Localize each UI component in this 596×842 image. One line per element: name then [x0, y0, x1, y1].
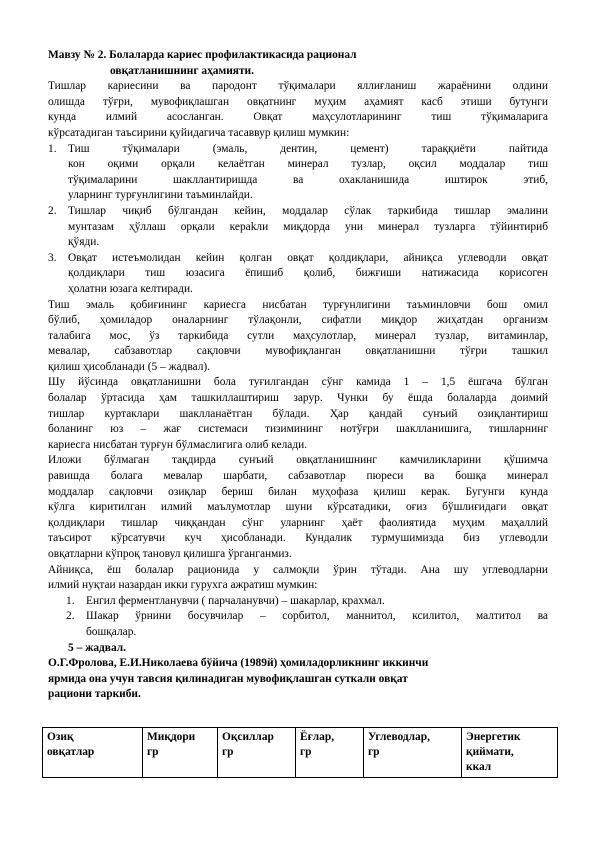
effects-list: 1. Тиш тўқималари (эмаль, дентин, цемент) тараққиёти пайтида кон оқими орқали келаётган минерал тузлар, оқсил моддалар тиш тўқималарини шакллантиришда ва охакланишида иштирок этиб, уларнинг турғунлигини таъминлайди. 2. Тишлар чиқиб бўлгандан кейин, моддалар сўлак таркибида тишлар эмалини мунтазам ҳўллаш орқали кераkли миқдорда уни минерал тузларга тўйинтириб қўяди. 3. Овқат истеъмолидан кейин қолган овқат қолдиқлари, айниқса углеводли овқат қолдиқлари тиш юзасига ёпишиб қолиб, бижғиши натижасида корисоген ҳолатни юзага келтиради. — [48, 142, 548, 295]
table-header-row — [43, 728, 558, 778]
intro-paragraph: Тишлар кариесини ва пародонт тўқималари яллиғланиш жараёнини олдини олишда тўғри, мувофиқлашган овқатнинг муҳим аҳамият касб этиши бутунги кунда илмий асосланган. Овқат маҳсулотларининг тиш тўқималарига кўрсатадиган таъсирини қуйидагича тасаввур қилиш мумкин: — [48, 80, 548, 139]
header-carbohydrates: Углеводлар, гр — [364, 728, 462, 778]
table-label: 5 – жадвал. — [68, 641, 126, 654]
list-item: 3. Овқат истеъмолидан кейин қолган овқат қолдиқлари, айниқса углеводли овқат — [48, 251, 548, 264]
header-fats: Ёғлар, гр — [296, 728, 364, 778]
carbohydrate-groups-list: 1. Енгил ферментланувчи ( парчаланувчи) – шакарлар, крахмал. 2. Шакар ўрнини босувчилар – сорбитол, маннитол, ксилитол, малтитол ва бошқалар. — [48, 594, 548, 641]
list-item: 2. Тишлар чиқиб бўлгандан кейин, моддалар сўлак таркибида тишлар эмалини — [48, 204, 548, 217]
infant-feeding-paragraph: Шу йўсинда овқатланишни бола туғилгандан сўнг камида 1 – 1,5 ёшгача бўлган болалар ўртасида ҳам ташкиллаштириш зарур. Чунки бу ёшда болаларда доимий тишлар куртаклари шаклланаётган бўлади. Ҳар қандай сунъий озиқлантириш боланинг юз – жағ системаси тизимининг нотўғри шаклланишига, тишларнинг кариесга нисбатан турғун бўлмаслигига олиб келади. — [48, 376, 548, 451]
diet-table — [42, 727, 558, 778]
header-amount: Миқдори гр — [143, 728, 218, 778]
artificial-feeding-paragraph: Иложи бўлмаган тақдирда сунъий овқатланишнинг камчиликларини қўшимча равишда болага мевалар шарбати, сабзавотлар пюреси ва бошқа минерал моддалар сақловчи озиқлар бериш билан муҳофаза қилиш керак. Бугунги кунда кўлга киритилган илмий маълумотлар шуни кўрсатадики, оғиз бўшлиғидаги овқат қолдиқлари тишлар чиққандан сўнг уларнинг ҳаёт фаолиятида муҳим маҳаллий таъсирот кўрсатувчи куч ҳисобланади. Кундалик турмушимизда биз углеводли овқатларни кўпроқ тановул қилишга ўрганганмиз. — [48, 454, 548, 560]
document-title: Мавзу № 2. Болаларда кариес профилактикасида рационал — [48, 49, 357, 61]
list-item: 1. Енгил ферментланувчи ( парчаланувчи) – шакарлар, крахмал. — [66, 594, 385, 607]
header-proteins: Оқсиллар гр — [218, 728, 296, 778]
header-energy: Энергетик қиймати, ккал — [462, 728, 558, 778]
enamel-paragraph: Тиш эмаль қобиғининг кариесга нисбатан турғунлигини таъминловчи бош омил бўлиб, ҳомиладор оналарнинг тўлақонли, сифатли миқдор жиҳатдан организм талабига мос, ўз таркибида сутли маҳсулотлар, минерал тузлар, витаминлар, мевалар, сабзавотлар сақловчи мувофиқланган овқатланишни тўғри ташкил қилиш ҳисобланади (5 – жадвал). — [48, 298, 548, 373]
list-item: 1. Тиш тўқималари (эмаль, дентин, цемент) тараққиёти пайтида — [48, 142, 548, 155]
document-title-continued: овқатланишнинг аҳамияти. — [110, 64, 254, 77]
document-page — [48, 48, 548, 703]
carbohydrates-paragraph: Айниқса, ёш болалар рационида у салмоқли ўрин тўтади. Ана шу углеводларни илмий нуқтаи назардан икки гурухга ажратиш мумкин: — [48, 563, 548, 592]
header-food: Озиқ овқатлар — [43, 728, 143, 778]
table-caption: О.Г.Фролова, Е.И.Николаева бўйича (1989й) ҳомиладорликнинг иккинчи ярмида она учун тавсия қилинадиган мувофиқлашган суткали овқат рациони таркиби. — [48, 657, 429, 701]
list-item: 2. Шакар ўрнини босувчилар – сорбитол, маннитол, ксилитол, малтитол ва — [66, 610, 548, 623]
